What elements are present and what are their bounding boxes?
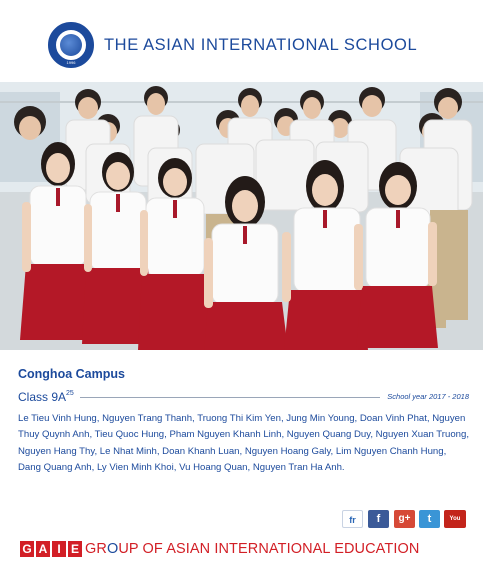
class-label xyxy=(18,390,74,404)
logo-year: 1996 xyxy=(66,60,76,65)
twitter-icon[interactable]: t xyxy=(419,510,440,528)
class-superscript: 25 xyxy=(66,390,74,397)
gaie-letter-i: I xyxy=(52,541,66,557)
globe-icon xyxy=(60,34,82,56)
youtube-icon[interactable]: You Tube xyxy=(444,510,466,528)
group-text-o: O xyxy=(106,541,119,557)
school-year: School year 2017 - 2018 xyxy=(387,392,469,401)
fr-social-icon[interactable]: fr xyxy=(342,510,363,528)
group-name xyxy=(85,541,419,557)
gaie-letter-a: A xyxy=(36,541,50,557)
facebook-icon[interactable]: f xyxy=(368,510,389,528)
divider-line xyxy=(80,397,380,398)
group-photo-illustration xyxy=(0,82,483,350)
school-name: THE ASIAN INTERNATIONAL SCHOOL xyxy=(104,36,418,54)
group-text-start: GR xyxy=(85,541,107,557)
google-plus-icon[interactable]: g+ xyxy=(394,510,415,528)
gaie-footer-logo xyxy=(20,540,419,558)
gaie-letter-g: G xyxy=(20,541,34,557)
gaie-letter-e: E xyxy=(68,541,82,557)
student-names: Le Tieu Vinh Hung, Nguyen Trang Thanh, Truong Thi Kim Yen, Jung Min Young, Doan Vinh Phat, Nguyen Thuy Quynh Anh, Tieu Quoc Hung, Pham Nguyen Khanh Linh, Nguyen Quang Duy, Nguyen Xuan Truong, Nguyen Hang Thy, Le Nhat Minh, Doan Khanh Luan, Nguyen Hoang Galy, Lim Nguyen Chanh Hung, Dang Quang Anh, Ly Vien Minh Khoi, Vu Hoang Quan, Nguyen Tran Ha Anh. xyxy=(18,413,470,474)
group-text-rest: UP OF ASIAN INTERNATIONAL EDUCATION xyxy=(118,541,420,557)
header xyxy=(0,0,483,82)
class-name: Class 9A xyxy=(18,390,67,404)
class-group-photo xyxy=(0,82,483,350)
school-logo xyxy=(48,22,94,68)
campus-name: Conghoa Campus xyxy=(18,367,125,381)
